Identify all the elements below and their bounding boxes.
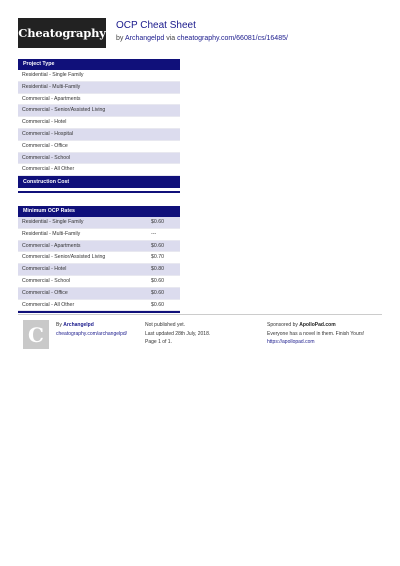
table-row: Commercial - Hotel $0.80 [18,264,180,276]
sponsor-tagline: Everyone has a novel in them. Finish Yours! [267,330,365,337]
list-item: Commercial - Apartments [18,94,180,106]
list-item: Commercial - Senior/Assisted Living [18,105,180,117]
ocp-rates-title: Minimum OCP Rates [18,206,180,217]
avatar: C [23,320,49,349]
footer [18,314,398,374]
byline [116,35,288,42]
page-count: Page 1 of 1. [145,339,172,345]
list-item: Commercial - Hotel [18,117,180,129]
author-link[interactable]: Archangelpd [124,35,165,42]
list-item: Commercial - Hospital [18,129,180,141]
via-text: via [166,35,176,42]
last-updated: Last updated 28th July, 2018. [145,330,211,337]
ocp-rates-table [18,217,180,311]
sponsor-info [267,321,364,347]
by-label: By [56,322,62,328]
footer-divider [18,314,382,315]
footer-author-link[interactable]: Archangelpd [63,322,94,328]
project-type-title: Project Type [18,59,180,70]
header [18,18,398,50]
published-status: Not published yet. [145,322,186,328]
cheatography-logo[interactable]: Cheatography [18,18,106,48]
table-row: Commercial - Senior/Assisted Living $0.70 [18,252,180,264]
by-prefix: by [116,35,124,42]
publish-info [145,321,210,347]
author-info [56,321,127,338]
list-item: Commercial - Office [18,141,180,153]
sheet-url-link[interactable]: cheatography.com/66081/cs/16485/ [177,35,288,42]
construction-cost-title: Construction Cost [18,177,180,188]
ocp-rates-box [18,206,180,313]
sponsored-label: Sponsored by [267,322,298,328]
project-type-list [18,70,180,176]
project-type-box [18,59,180,178]
sponsor-url-link[interactable]: https://apollopad.com [267,339,315,345]
table-row: Residential - Single Family $0.60 [18,217,180,229]
list-item: Residential - Single Family [18,70,180,82]
list-item: Commercial - All Other [18,164,180,176]
table-row: Commercial - All Other $0.60 [18,300,180,312]
page-title: OCP Cheat Sheet [116,20,196,31]
list-item: Commercial - School [18,153,180,165]
list-item: Residential - Multi-Family [18,82,180,94]
box-divider [18,191,180,193]
author-url-link[interactable]: cheatography.com/archangelpd/ [56,330,128,337]
table-row: Commercial - Office $0.60 [18,288,180,300]
sponsor-name[interactable]: ApolloPad.com [299,322,336,328]
construction-cost-box [18,177,180,193]
table-row: Residential - Multi-Family --- [18,229,180,241]
table-row: Commercial - Apartments $0.60 [18,241,180,253]
table-row: Commercial - School $0.60 [18,276,180,288]
